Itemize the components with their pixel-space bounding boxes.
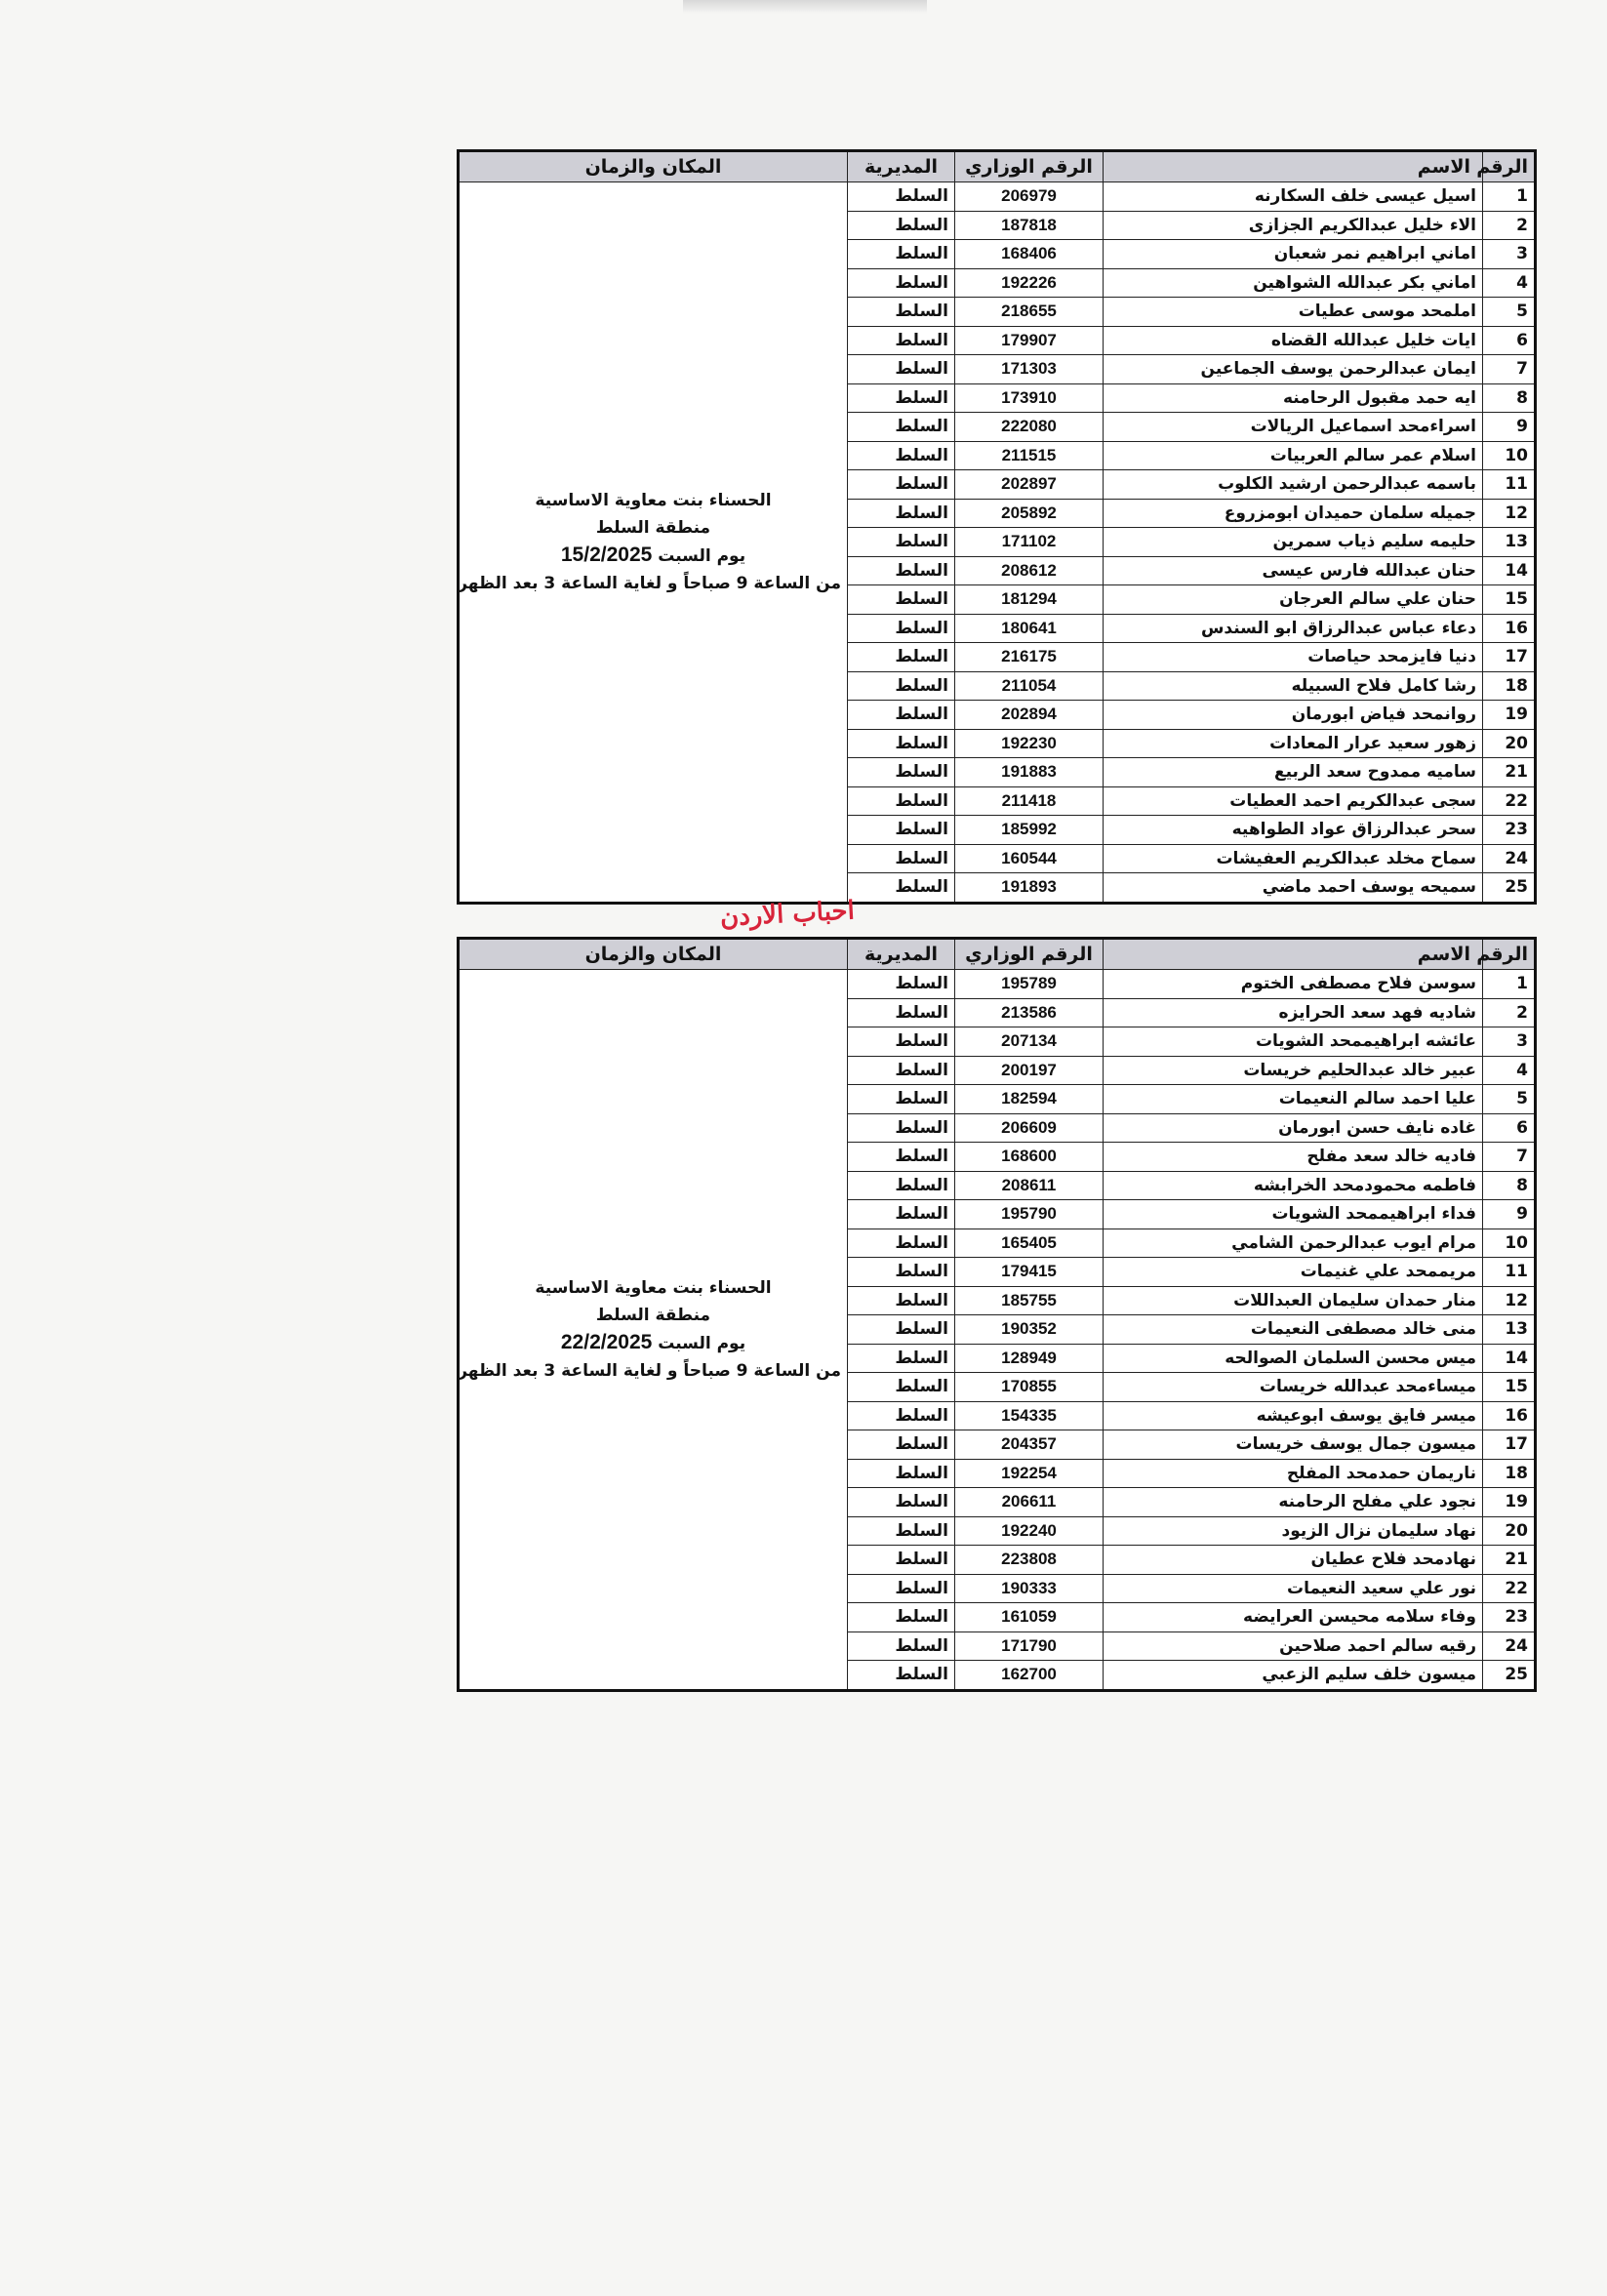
row-number: 24 [1483,1631,1536,1661]
row-directorate: السلط [848,970,955,999]
row-number: 18 [1483,1459,1536,1488]
row-directorate: السلط [848,701,955,730]
table-row [459,182,1536,212]
row-ministry-id: 171790 [955,1631,1104,1661]
row-name: زهور سعيد عرار المعادات [1104,729,1483,758]
row-number: 7 [1483,355,1536,384]
row-ministry-id: 211054 [955,671,1104,701]
row-directorate: السلط [848,758,955,787]
row-ministry-id: 190333 [955,1574,1104,1603]
row-ministry-id: 216175 [955,643,1104,672]
row-number: 8 [1483,383,1536,413]
row-ministry-id: 190352 [955,1315,1104,1345]
row-ministry-id: 222080 [955,413,1104,442]
row-number: 21 [1483,1546,1536,1575]
row-ministry-id: 195790 [955,1200,1104,1229]
row-number: 11 [1483,1258,1536,1287]
row-ministry-id: 207134 [955,1027,1104,1057]
row-name: دعاء عباس عبدالرزاق ابو السندس [1104,614,1483,643]
row-ministry-id: 211515 [955,441,1104,470]
row-ministry-id: 200197 [955,1056,1104,1085]
row-ministry-id: 202897 [955,470,1104,500]
table-body [459,182,1536,904]
place-date: 15/2/2025 [560,543,653,566]
roster-table-2 [457,937,1537,1692]
place-school: الحسناء بنت معاوية الاساسية [535,490,772,510]
row-number: 9 [1483,1200,1536,1229]
row-number: 20 [1483,729,1536,758]
row-directorate: السلط [848,1516,955,1546]
row-name: ايات خليل عبدالله القضاه [1104,326,1483,355]
row-ministry-id: 223808 [955,1546,1104,1575]
row-number: 20 [1483,1516,1536,1546]
row-name: دنيا فايزمحد حياصات [1104,643,1483,672]
row-name: عائشه ابراهيممحد الشويات [1104,1027,1483,1057]
row-ministry-id: 211418 [955,786,1104,816]
header-directorate: المديرية [848,939,955,970]
row-number: 16 [1483,614,1536,643]
row-name: منار حمدان سليمان العبداللات [1104,1286,1483,1315]
row-number: 2 [1483,998,1536,1027]
row-directorate: السلط [848,528,955,557]
row-number: 23 [1483,816,1536,845]
place-time: من الساعة 9 صباحاً و لغاية الساعة 3 بعد الظهر [458,573,841,593]
row-name: فاديه خالد سعد مفلح [1104,1143,1483,1172]
row-number: 3 [1483,1027,1536,1057]
place-time-cell [459,970,848,1691]
row-directorate: السلط [848,729,955,758]
row-name: وفاء سلامه محيسن العرايضه [1104,1603,1483,1632]
row-name: مريممحد علي غنيمات [1104,1258,1483,1287]
row-directorate: السلط [848,1401,955,1430]
header-ministry-id: الرقم الوزاري [955,939,1104,970]
row-name: اماني بكر عبدالله الشواهين [1104,268,1483,298]
row-number: 6 [1483,1113,1536,1143]
row-number: 22 [1483,786,1536,816]
row-name: ناريمان حمدمحد المفلح [1104,1459,1483,1488]
row-ministry-id: 170855 [955,1373,1104,1402]
row-name: جميله سلمان حميدان ابومزروع [1104,499,1483,528]
row-ministry-id: 161059 [955,1603,1104,1632]
row-ministry-id: 191883 [955,758,1104,787]
row-number: 15 [1483,585,1536,615]
place-day: يوم السبت [658,1333,746,1353]
place-day: يوم السبت [658,545,746,566]
row-ministry-id: 180641 [955,614,1104,643]
row-number: 17 [1483,643,1536,672]
row-ministry-id: 206609 [955,1113,1104,1143]
row-number: 19 [1483,701,1536,730]
row-ministry-id: 192240 [955,1516,1104,1546]
row-ministry-id: 218655 [955,298,1104,327]
table-header-row [459,939,1536,970]
row-ministry-id: 168600 [955,1143,1104,1172]
place-date: 22/2/2025 [560,1330,653,1353]
row-name: ميس محسن السلمان الصوالحه [1104,1344,1483,1373]
row-ministry-id: 173910 [955,383,1104,413]
row-directorate: السلط [848,816,955,845]
row-ministry-id: 128949 [955,1344,1104,1373]
row-directorate: السلط [848,211,955,240]
row-ministry-id: 208612 [955,556,1104,585]
roster-table-1 [457,149,1537,905]
row-directorate: السلط [848,844,955,873]
row-number: 13 [1483,1315,1536,1345]
row-name: رشا كامل فلاح السبيله [1104,671,1483,701]
row-ministry-id: 191893 [955,873,1104,904]
place-day-line [465,1329,841,1357]
row-ministry-id: 168406 [955,240,1104,269]
row-directorate: السلط [848,326,955,355]
row-name: ايه حمد مقبول الرحامنه [1104,383,1483,413]
row-number: 25 [1483,873,1536,904]
header-place-time: المكان والزمان [459,151,848,182]
row-name: عليا احمد سالم النعيمات [1104,1085,1483,1114]
place-time-cell [459,182,848,904]
row-name: اماني ابراهيم نمر شعبان [1104,240,1483,269]
row-number: 4 [1483,1056,1536,1085]
row-number: 22 [1483,1574,1536,1603]
row-ministry-id: 208611 [955,1171,1104,1200]
row-ministry-id: 187818 [955,211,1104,240]
row-directorate: السلط [848,1200,955,1229]
row-ministry-id: 179907 [955,326,1104,355]
row-directorate: السلط [848,786,955,816]
row-number: 11 [1483,470,1536,500]
header-num: الرقم [1483,939,1536,970]
row-ministry-id: 185992 [955,816,1104,845]
row-number: 4 [1483,268,1536,298]
table-body [459,970,1536,1691]
row-directorate: السلط [848,1459,955,1488]
row-directorate: السلط [848,413,955,442]
row-name: ميساءمحد عبدالله خريسات [1104,1373,1483,1402]
row-number: 9 [1483,413,1536,442]
row-directorate: السلط [848,1258,955,1287]
row-ministry-id: 204357 [955,1430,1104,1460]
row-ministry-id: 160544 [955,844,1104,873]
row-ministry-id: 154335 [955,1401,1104,1430]
row-ministry-id: 162700 [955,1661,1104,1691]
row-directorate: السلط [848,556,955,585]
row-directorate: السلط [848,268,955,298]
row-name: حنان علي سالم العرجان [1104,585,1483,615]
row-directorate: السلط [848,1229,955,1258]
place-region: منطقة السلط [595,517,711,538]
row-name: اسراءمحد اسماعيل الريالات [1104,413,1483,442]
row-number: 5 [1483,298,1536,327]
row-name: ميسون جمال يوسف خريسات [1104,1430,1483,1460]
row-name: نهاد سليمان نزال الزيود [1104,1516,1483,1546]
row-number: 25 [1483,1661,1536,1691]
row-ministry-id: 202894 [955,701,1104,730]
row-number: 17 [1483,1430,1536,1460]
row-number: 14 [1483,556,1536,585]
row-directorate: السلط [848,1171,955,1200]
row-number: 7 [1483,1143,1536,1172]
row-number: 3 [1483,240,1536,269]
row-number: 6 [1483,326,1536,355]
row-name: حنان عبدالله فارس عيسى [1104,556,1483,585]
row-directorate: السلط [848,1546,955,1575]
row-ministry-id: 182594 [955,1085,1104,1114]
row-directorate: السلط [848,1286,955,1315]
row-ministry-id: 171303 [955,355,1104,384]
watermark-text: احباب الاردن [719,896,856,933]
row-number: 15 [1483,1373,1536,1402]
row-number: 12 [1483,1286,1536,1315]
row-ministry-id: 179415 [955,1258,1104,1287]
row-name: نجود علي مفلح الرحامنه [1104,1488,1483,1517]
row-number: 19 [1483,1488,1536,1517]
table-header-row [459,151,1536,182]
row-directorate: السلط [848,1315,955,1345]
row-ministry-id: 171102 [955,528,1104,557]
place-day-line [465,542,841,570]
row-ministry-id: 206611 [955,1488,1104,1517]
row-directorate: السلط [848,182,955,212]
row-number: 10 [1483,441,1536,470]
row-number: 1 [1483,182,1536,212]
row-name: ميسر فايق يوسف ابوعيشه [1104,1401,1483,1430]
row-ministry-id: 185755 [955,1286,1104,1315]
row-directorate: السلط [848,1631,955,1661]
row-name: نهادمحد فلاح عطيان [1104,1546,1483,1575]
row-name: الاء خليل عبدالكريم الجزازى [1104,211,1483,240]
row-ministry-id: 165405 [955,1229,1104,1258]
row-directorate: السلط [848,671,955,701]
row-name: ايمان عبدالرحمن يوسف الجماعين [1104,355,1483,384]
place-school: الحسناء بنت معاوية الاساسية [535,1277,772,1298]
row-ministry-id: 213586 [955,998,1104,1027]
row-name: باسمه عبدالرحمن ارشيد الكلوب [1104,470,1483,500]
row-directorate: السلط [848,643,955,672]
row-directorate: السلط [848,298,955,327]
row-name: غاده نايف حسن ابورمان [1104,1113,1483,1143]
row-number: 1 [1483,970,1536,999]
row-name: ميسون خلف سليم الزعبي [1104,1661,1483,1691]
row-name: شاديه فهد سعد الحرايزه [1104,998,1483,1027]
row-number: 24 [1483,844,1536,873]
row-ministry-id: 192226 [955,268,1104,298]
row-ministry-id: 195789 [955,970,1104,999]
row-number: 21 [1483,758,1536,787]
row-directorate: السلط [848,1603,955,1632]
row-number: 13 [1483,528,1536,557]
row-number: 10 [1483,1229,1536,1258]
row-directorate: السلط [848,499,955,528]
row-name: اسلام عمر سالم العربيات [1104,441,1483,470]
row-name: روانمحد فياض ابورمان [1104,701,1483,730]
row-directorate: السلط [848,1344,955,1373]
row-directorate: السلط [848,1113,955,1143]
row-directorate: السلط [848,585,955,615]
row-directorate: السلط [848,1574,955,1603]
row-name: عبير خالد عبدالحليم خريسات [1104,1056,1483,1085]
row-directorate: السلط [848,441,955,470]
header-name: الاسم [1104,939,1483,970]
row-directorate: السلط [848,355,955,384]
row-directorate: السلط [848,1085,955,1114]
row-name: سوسن فلاح مصطفى الختوم [1104,970,1483,999]
header-ministry-id: الرقم الوزاري [955,151,1104,182]
row-directorate: السلط [848,873,955,904]
row-name: مرام ايوب عبدالرحمن الشامي [1104,1229,1483,1258]
row-name: ساميه ممدوح سعد الربيع [1104,758,1483,787]
table-row [459,970,1536,999]
row-name: اسيل عيسى خلف السكارنه [1104,182,1483,212]
row-name: منى خالد مصطفى النعيمات [1104,1315,1483,1345]
row-directorate: السلط [848,998,955,1027]
row-name: سحر عبدالرزاق عواد الطواهيه [1104,816,1483,845]
row-directorate: السلط [848,1373,955,1402]
row-name: سماح مخلد عبدالكريم العفيشات [1104,844,1483,873]
row-name: سجى عبدالكريم احمد العطيات [1104,786,1483,816]
header-num: الرقم [1483,151,1536,182]
row-number: 5 [1483,1085,1536,1114]
row-directorate: السلط [848,470,955,500]
row-directorate: السلط [848,1661,955,1691]
row-number: 14 [1483,1344,1536,1373]
row-name: املمحد موسى عطيات [1104,298,1483,327]
header-directorate: المديرية [848,151,955,182]
row-ministry-id: 192254 [955,1459,1104,1488]
row-ministry-id: 192230 [955,729,1104,758]
row-number: 16 [1483,1401,1536,1430]
row-ministry-id: 206979 [955,182,1104,212]
row-directorate: السلط [848,1430,955,1460]
row-number: 18 [1483,671,1536,701]
row-directorate: السلط [848,1488,955,1517]
header-name: الاسم [1104,151,1483,182]
row-name: فاطمه محمودمحد الخرابشه [1104,1171,1483,1200]
row-directorate: السلط [848,1056,955,1085]
row-directorate: السلط [848,614,955,643]
row-directorate: السلط [848,383,955,413]
row-name: سميحه يوسف احمد ماضي [1104,873,1483,904]
row-name: حليمه سليم ذياب سمرين [1104,528,1483,557]
row-name: فداء ابراهيممحد الشويات [1104,1200,1483,1229]
row-number: 23 [1483,1603,1536,1632]
row-number: 2 [1483,211,1536,240]
place-region: منطقة السلط [595,1305,711,1325]
scan-shadow [683,0,927,14]
row-number: 12 [1483,499,1536,528]
row-number: 8 [1483,1171,1536,1200]
place-time: من الساعة 9 صباحاً و لغاية الساعة 3 بعد الظهر [458,1360,841,1381]
row-directorate: السلط [848,1027,955,1057]
row-directorate: السلط [848,240,955,269]
row-ministry-id: 205892 [955,499,1104,528]
row-name: رقيه سالم احمد صلاحين [1104,1631,1483,1661]
header-place-time: المكان والزمان [459,939,848,970]
row-ministry-id: 181294 [955,585,1104,615]
row-name: نور علي سعيد النعيمات [1104,1574,1483,1603]
row-directorate: السلط [848,1143,955,1172]
